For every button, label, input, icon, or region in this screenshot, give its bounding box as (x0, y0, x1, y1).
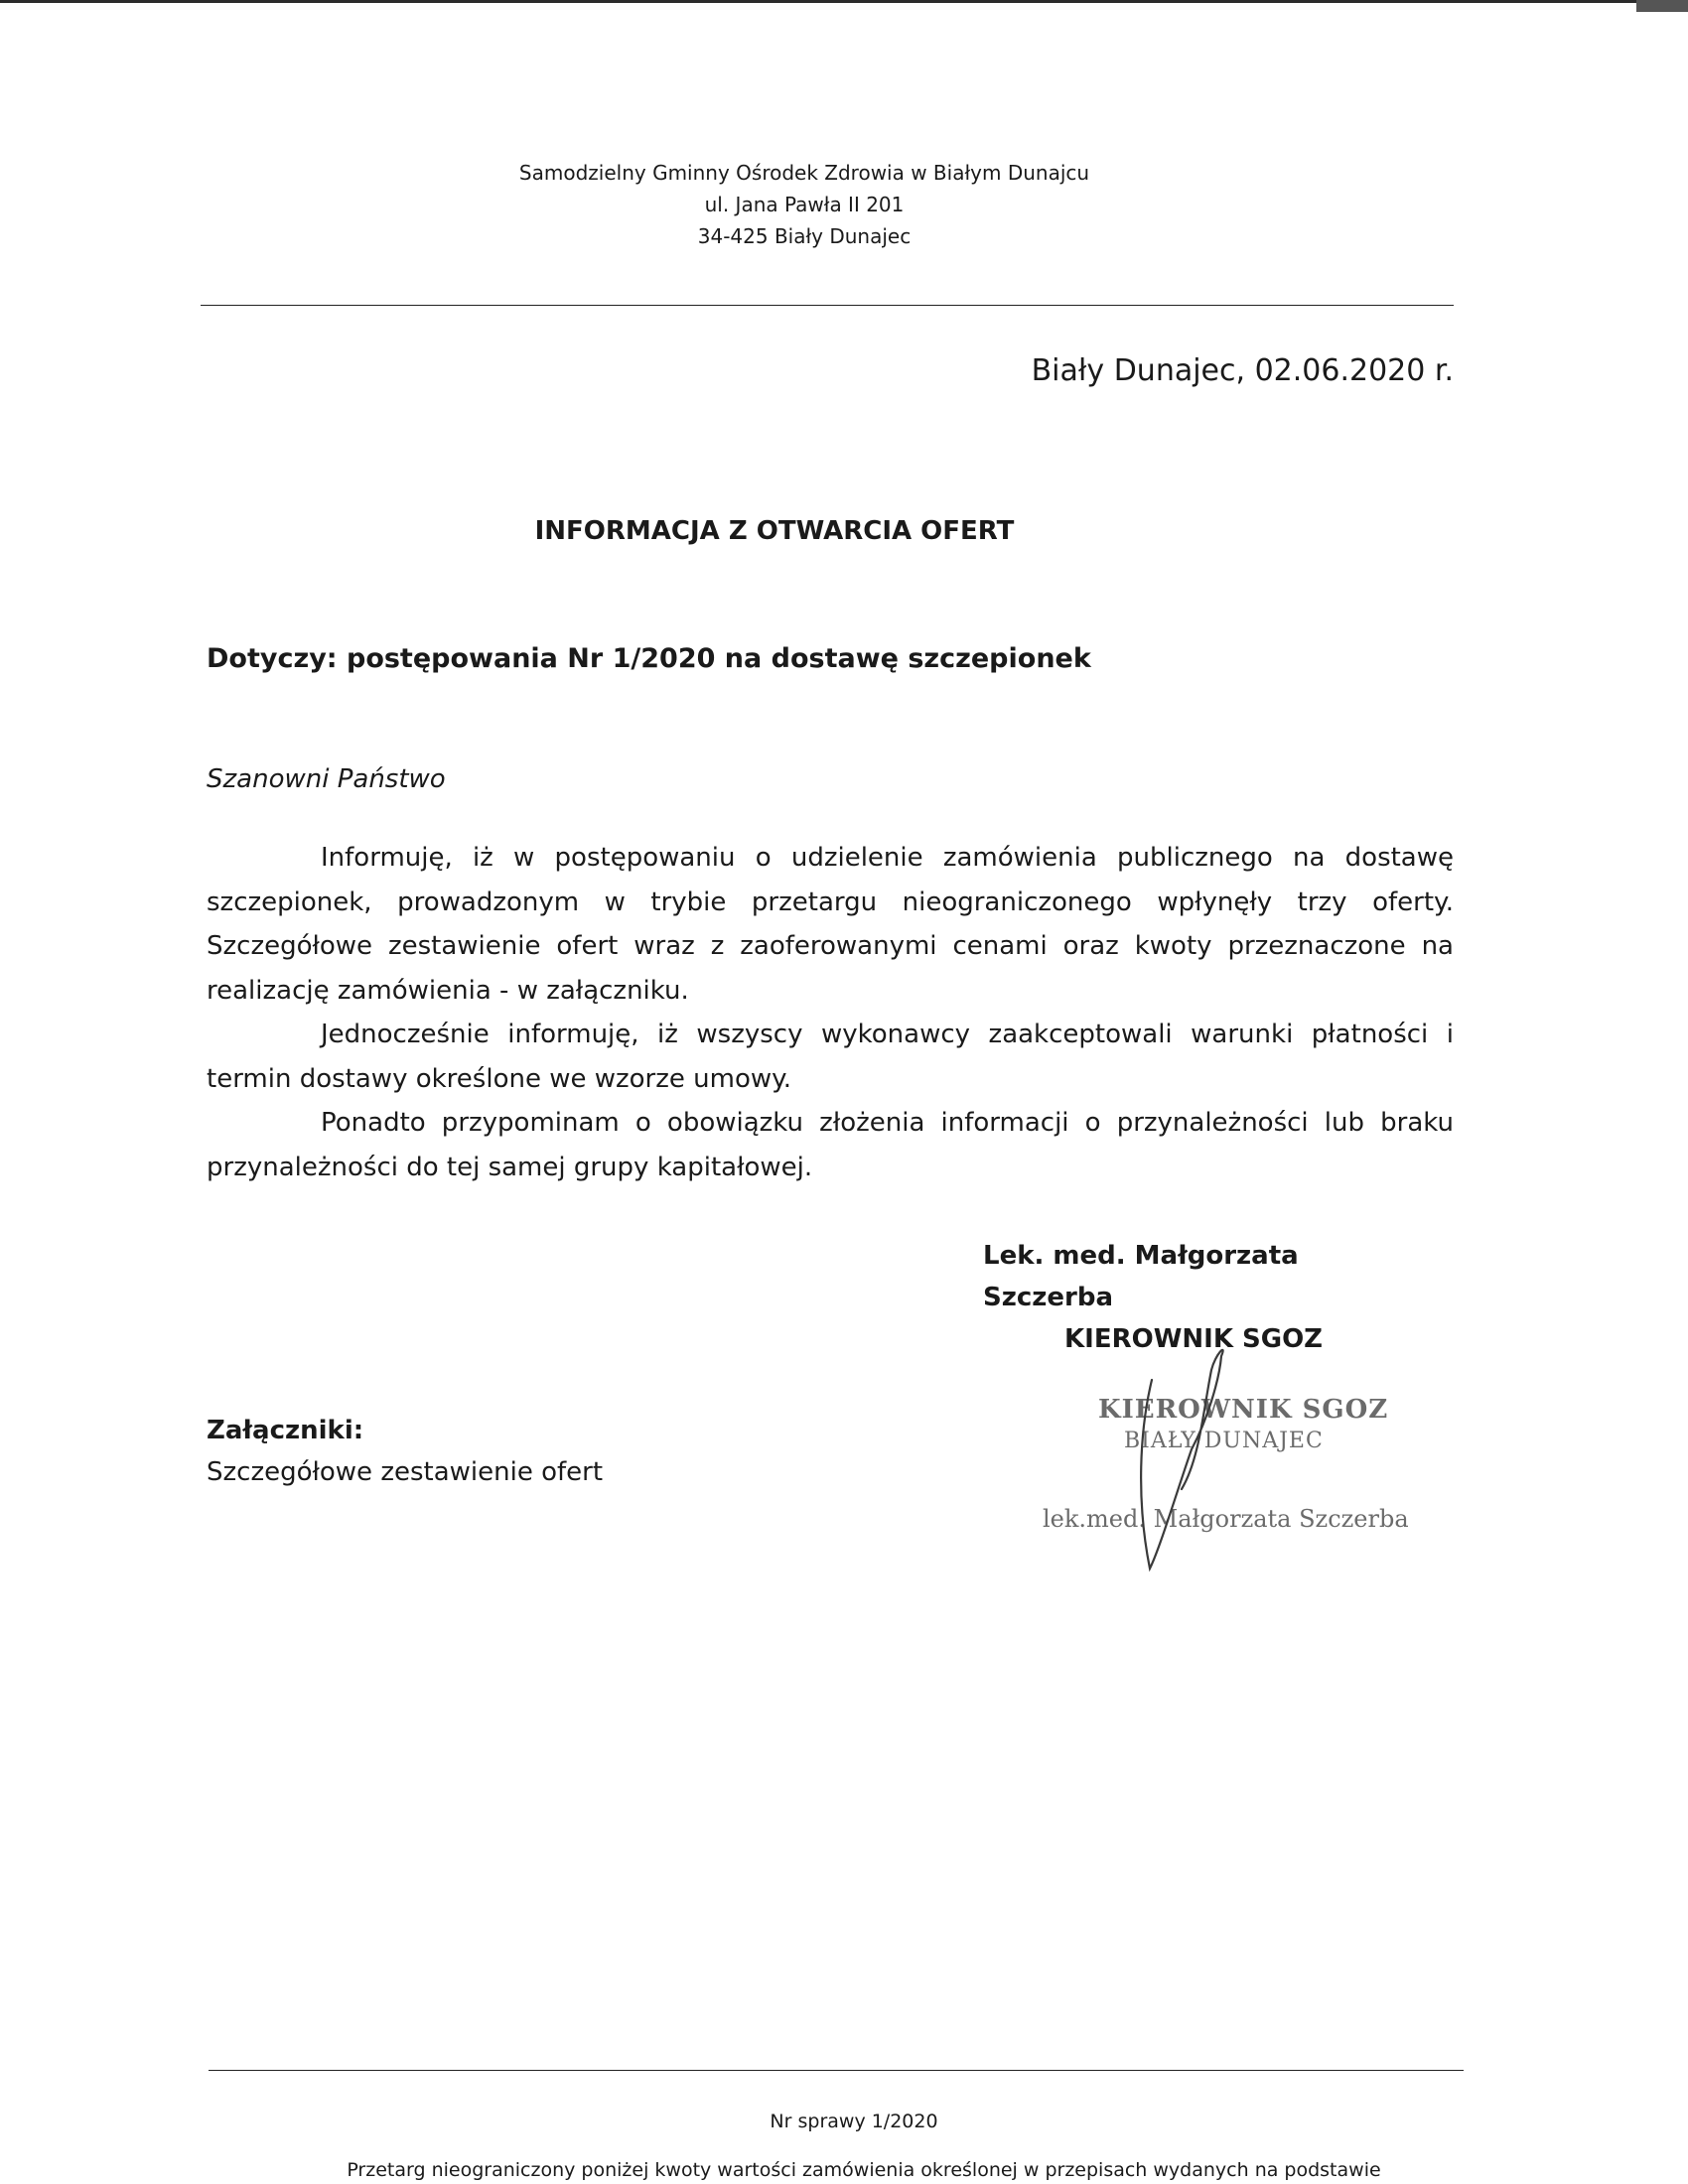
institution-street: ul. Jana Pawła II 201 (704, 193, 905, 216)
signature-block (983, 1235, 1400, 1360)
paragraph-offers: Informuję, iż w postępowaniu o udzielenie zamówienia publicznego na dostawę szczepionek, prowadzonym w trybie przetargu nieograniczonego wpłynęły trzy oferty. Szczegółowe zestawienie ofert wraz z zaoferowanymi cenami oraz kwoty przeznaczone na realizację zamówienia - w załączniku. (207, 843, 1454, 1006)
scan-edge (0, 0, 1688, 3)
header-divider (201, 305, 1454, 306)
institution-name: Samodzielny Gminny Ośrodek Zdrowia w Białym Dunajcu (518, 161, 1090, 185)
stamp-line-1: KIEROWNIK SGOZ (1098, 1395, 1389, 1425)
signer-role: KIEROWNIK SGOZ (1064, 1324, 1324, 1354)
signer-name: Lek. med. Małgorzata Szczerba (983, 1241, 1299, 1312)
letterhead (496, 157, 1112, 252)
official-stamp (1033, 1350, 1430, 1578)
stamp-line-3: lek.med. Małgorzata Szczerba (1043, 1505, 1409, 1533)
letter-date: Biały Dunajec, 02.06.2020 r. (1031, 353, 1454, 388)
stamp-and-signature-graphic (1033, 1350, 1430, 1578)
stamp-line-2: BIAŁY DUNAJEC (1124, 1429, 1324, 1453)
paragraph-conditions: Jednocześnie informuję, iż wszyscy wykonawcy zaakceptowali warunki płatności i termin dostawy określone we wzorze umowy. (207, 1020, 1454, 1094)
paragraph-reminder: Ponadto przypominam o obowiązku złożenia informacji o przynależności lub braku przynależności do tej samej grupy kapitałowej. (207, 1108, 1454, 1182)
attachments-heading: Załączniki: (207, 1416, 364, 1445)
handwritten-signature (1141, 1350, 1223, 1569)
attachments-section (207, 1410, 603, 1493)
scan-corner-mark (1636, 0, 1688, 12)
salutation: Szanowni Państwo (207, 764, 446, 794)
subject-line: Dotyczy: postępowania Nr 1/2020 na dostawę szczepionek (207, 643, 1091, 674)
institution-city: 34-425 Biały Dunajec (697, 224, 912, 248)
attachment-item: Szczegółowe zestawienie ofert (207, 1457, 604, 1487)
document-title: INFORMACJA Z OTWARCIA OFERT (534, 516, 1015, 546)
case-number: Nr sprawy 1/2020 (770, 2111, 938, 2132)
footer-note: Przetarg nieograniczony poniżej kwoty wartości zamówienia określonej w przepisach wydanych na podstawie (347, 2159, 1381, 2181)
footer-divider (209, 2070, 1464, 2071)
letter-body (207, 836, 1454, 1189)
